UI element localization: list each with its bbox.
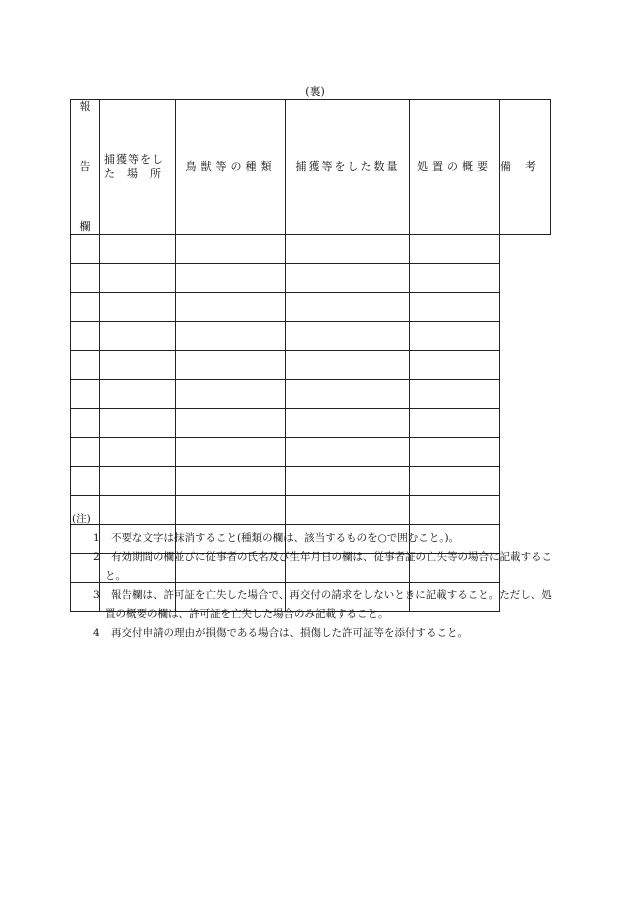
- header-place-line1: 捕獲等をし: [104, 153, 164, 166]
- cell-remarks[interactable]: [410, 351, 500, 380]
- cell-quantity[interactable]: [176, 409, 286, 438]
- header-place: [100, 100, 176, 235]
- cell-species[interactable]: [100, 293, 176, 322]
- cell-place[interactable]: [71, 409, 100, 438]
- table-row: [71, 467, 551, 496]
- cell-disposal[interactable]: [286, 438, 410, 467]
- cell-species[interactable]: [100, 438, 176, 467]
- cell-disposal[interactable]: [286, 264, 410, 293]
- cell-place[interactable]: [71, 264, 100, 293]
- cell-disposal[interactable]: [286, 380, 410, 409]
- cell-place[interactable]: [71, 438, 100, 467]
- cell-disposal[interactable]: [286, 293, 410, 322]
- cell-place[interactable]: [71, 380, 100, 409]
- note-text: 有効期間の欄並びに従事者の氏名及び生年月日の欄は、従事者証の亡失等の場合に記載すること。: [105, 551, 552, 582]
- header-species: 鳥獣等の種類: [176, 100, 286, 235]
- cell-species[interactable]: [100, 467, 176, 496]
- cell-remarks[interactable]: [410, 380, 500, 409]
- cell-remarks[interactable]: [410, 293, 500, 322]
- note-text: 不要な文字は抹消すること(種類の欄は、該当するものを○で囲むこと。)。: [111, 532, 460, 544]
- header-disposal: 処置の概要: [410, 100, 500, 235]
- header-quantity: 捕獲等をした数量: [286, 100, 410, 235]
- cell-species[interactable]: [100, 264, 176, 293]
- note-item: [72, 586, 552, 624]
- side-char: 報: [79, 100, 91, 113]
- table-row: [71, 438, 551, 467]
- cell-remarks[interactable]: [410, 322, 500, 351]
- cell-quantity[interactable]: [176, 351, 286, 380]
- cell-remarks[interactable]: [410, 409, 500, 438]
- cell-place[interactable]: [71, 293, 100, 322]
- cell-place[interactable]: [71, 235, 100, 264]
- cell-disposal[interactable]: [286, 351, 410, 380]
- table-row: [71, 264, 551, 293]
- note-number: 2: [93, 551, 100, 563]
- table-row: [71, 380, 551, 409]
- cell-place[interactable]: [71, 322, 100, 351]
- note-text: 報告欄は、許可証を亡失した場合で、再交付の請求をしないときに記載すること。ただし、処置の概要の欄は、許可証を亡失した場合のみ記載すること。: [105, 589, 552, 620]
- cell-species[interactable]: [100, 235, 176, 264]
- side-char: 告: [79, 160, 91, 173]
- report-section-label: [71, 100, 100, 235]
- cell-place[interactable]: [71, 467, 100, 496]
- table-row: [71, 322, 551, 351]
- cell-quantity[interactable]: [176, 264, 286, 293]
- header-place-line2: た場所: [104, 167, 173, 180]
- table-row: [71, 293, 551, 322]
- cell-quantity[interactable]: [176, 235, 286, 264]
- note-text: 再交付申請の理由が損傷である場合は、損傷した許可証等を添付すること。: [111, 627, 468, 639]
- note-number: 3: [93, 589, 100, 601]
- cell-remarks[interactable]: [410, 467, 500, 496]
- cell-quantity[interactable]: [176, 467, 286, 496]
- notes-section: [72, 510, 552, 643]
- cell-disposal[interactable]: [286, 235, 410, 264]
- table-row: [71, 409, 551, 438]
- header-remarks: 備考: [500, 100, 551, 235]
- cell-species[interactable]: [100, 409, 176, 438]
- cell-disposal[interactable]: [286, 322, 410, 351]
- side-char: 欄: [79, 220, 91, 233]
- cell-quantity[interactable]: [176, 438, 286, 467]
- cell-quantity[interactable]: [176, 322, 286, 351]
- cell-disposal[interactable]: [286, 467, 410, 496]
- notes-heading: (注): [72, 513, 91, 525]
- cell-place[interactable]: [71, 351, 100, 380]
- cell-species[interactable]: [100, 380, 176, 409]
- cell-remarks[interactable]: [410, 264, 500, 293]
- cell-species[interactable]: [100, 351, 176, 380]
- cell-remarks[interactable]: [410, 438, 500, 467]
- cell-quantity[interactable]: [176, 380, 286, 409]
- table-row: [71, 235, 551, 264]
- note-item: [72, 548, 552, 586]
- note-number: 1: [93, 532, 100, 544]
- table-row: [71, 351, 551, 380]
- page-title: (裏): [305, 85, 325, 98]
- cell-remarks[interactable]: [410, 235, 500, 264]
- cell-quantity[interactable]: [176, 293, 286, 322]
- note-item: [72, 529, 552, 548]
- header-row: [71, 100, 551, 235]
- cell-species[interactable]: [100, 322, 176, 351]
- cell-disposal[interactable]: [286, 409, 410, 438]
- note-item: [72, 624, 552, 643]
- note-number: 4: [93, 627, 100, 639]
